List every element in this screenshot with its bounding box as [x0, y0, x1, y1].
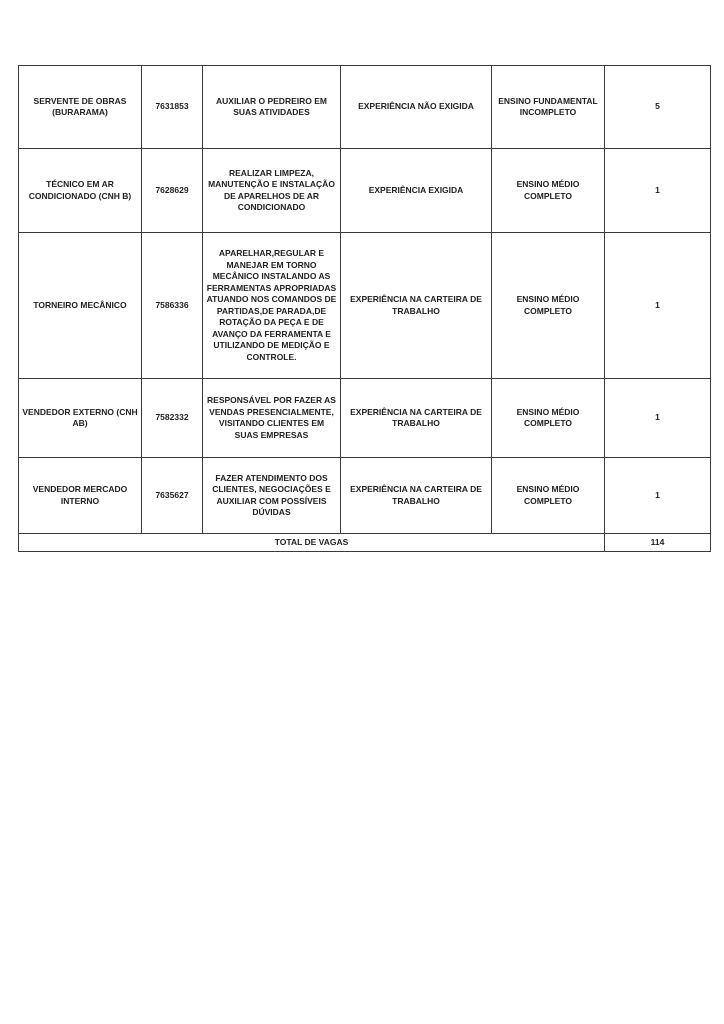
- occupation-cell: TORNEIRO MECÂNICO: [19, 233, 142, 379]
- description-cell: AUXILIAR O PEDREIRO EM SUAS ATIVIDADES: [203, 66, 341, 149]
- education-cell: ENSINO MÉDIO COMPLETO: [492, 379, 605, 458]
- experience-cell: EXPERIÊNCIA NA CARTEIRA DE TRABALHO: [341, 379, 492, 458]
- description-cell: RESPONSÁVEL POR FAZER AS VENDAS PRESENCIALMENTE, VISITANDO CLIENTES EM SUAS EMPRESAS: [203, 379, 341, 458]
- total-value: 114: [605, 534, 711, 552]
- code-cell: 7631853: [142, 66, 203, 149]
- total-row: [19, 534, 711, 552]
- vacancies-cell: 1: [605, 233, 711, 379]
- code-cell: 7582332: [142, 379, 203, 458]
- occupation-cell: VENDEDOR MERCADO INTERNO: [19, 458, 142, 534]
- occupation-cell: SERVENTE DE OBRAS (BURARAMA): [19, 66, 142, 149]
- vacancies-cell: 1: [605, 149, 711, 233]
- vacancies-table: [18, 65, 711, 552]
- occupation-cell: TÉCNICO EM AR CONDICIONADO (CNH B): [19, 149, 142, 233]
- table-row: [19, 458, 711, 534]
- experience-cell: EXPERIÊNCIA NA CARTEIRA DE TRABALHO: [341, 458, 492, 534]
- table-row: [19, 233, 711, 379]
- education-cell: ENSINO FUNDAMENTAL INCOMPLETO: [492, 66, 605, 149]
- description-cell: FAZER ATENDIMENTO DOS CLIENTES, NEGOCIAÇÕES E AUXILIAR COM POSSÍVEIS DÚVIDAS: [203, 458, 341, 534]
- vacancies-cell: 1: [605, 379, 711, 458]
- experience-cell: EXPERIÊNCIA NA CARTEIRA DE TRABALHO: [341, 233, 492, 379]
- code-cell: 7628629: [142, 149, 203, 233]
- vacancies-cell: 5: [605, 66, 711, 149]
- total-label: TOTAL DE VAGAS: [19, 534, 605, 552]
- code-cell: 7586336: [142, 233, 203, 379]
- table-row: [19, 379, 711, 458]
- occupation-cell: VENDEDOR EXTERNO (CNH AB): [19, 379, 142, 458]
- table-row: [19, 66, 711, 149]
- description-cell: REALIZAR LIMPEZA, MANUTENÇÃO E INSTALAÇÃO DE APARELHOS DE AR CONDICIONADO: [203, 149, 341, 233]
- education-cell: ENSINO MÉDIO COMPLETO: [492, 458, 605, 534]
- code-cell: 7635627: [142, 458, 203, 534]
- table-row: [19, 149, 711, 233]
- experience-cell: EXPERIÊNCIA EXIGIDA: [341, 149, 492, 233]
- vacancies-cell: 1: [605, 458, 711, 534]
- education-cell: ENSINO MÉDIO COMPLETO: [492, 149, 605, 233]
- experience-cell: EXPERIÊNCIA NÃO EXIGIDA: [341, 66, 492, 149]
- education-cell: ENSINO MÉDIO COMPLETO: [492, 233, 605, 379]
- description-cell: APARELHAR,REGULAR E MANEJAR EM TORNO MECÂNICO INSTALANDO AS FERRAMENTAS APROPRIADAS ATUANDO NOS COMANDOS DE PARTIDAS,DE PARADA,DE ROTAÇÃO DA PEÇA E DE AVANÇO DA FERRAMENTA E UTILIZANDO DE MEDIÇÃO E CONTROLE.: [203, 233, 341, 379]
